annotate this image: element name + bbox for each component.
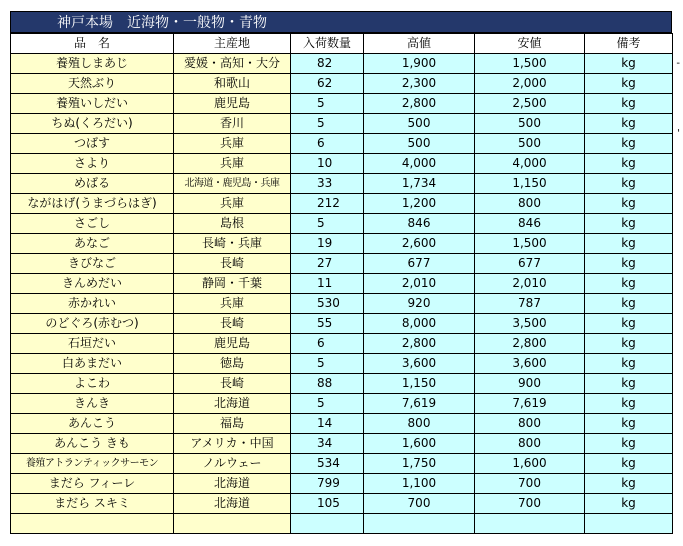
edge-mark: ' (677, 128, 680, 139)
cell-name[interactable]: あんこう (11, 414, 174, 434)
table-row (11, 514, 673, 534)
cell-origin[interactable]: 北海道・鹿児島・兵庫 (174, 174, 291, 194)
cell-remarks[interactable]: kg (585, 374, 673, 394)
table-row (11, 494, 673, 514)
cell-remarks[interactable]: kg (585, 314, 673, 334)
cell-low-price[interactable]: 800 (475, 194, 585, 214)
cell-low-price[interactable]: 500 (475, 114, 585, 134)
cell-name[interactable]: きびなご (11, 254, 174, 274)
cell-remarks[interactable]: kg (585, 274, 673, 294)
table-row (11, 114, 673, 134)
cell-quantity[interactable]: 5 (291, 94, 364, 114)
cell-name[interactable]: のどぐろ(赤むつ) (11, 314, 174, 334)
cell-remarks[interactable]: kg (585, 114, 673, 134)
cell-name[interactable]: さごし (11, 214, 174, 234)
cell-name[interactable]: 天然ぶり (11, 74, 174, 94)
cell-high-price[interactable]: 1,100 (364, 474, 475, 494)
cell-high-price[interactable]: 7,619 (364, 394, 475, 414)
cell-low-price[interactable]: 3,500 (475, 314, 585, 334)
cell-name[interactable]: 赤かれい (11, 294, 174, 314)
cell-origin[interactable]: 北海道 (174, 494, 291, 514)
cell-remarks[interactable]: kg (585, 134, 673, 154)
cell-high-price[interactable]: 800 (364, 414, 475, 434)
cell-high-price[interactable]: 2,600 (364, 234, 475, 254)
cell-remarks[interactable]: kg (585, 494, 673, 514)
cell-quantity[interactable]: 62 (291, 74, 364, 94)
header-origin[interactable]: 主産地 (174, 34, 291, 54)
cell-low-price[interactable]: 787 (475, 294, 585, 314)
table-row (11, 454, 673, 474)
cell-quantity[interactable]: 105 (291, 494, 364, 514)
cell-remarks[interactable] (585, 514, 673, 534)
cell-name[interactable]: まだら スキミ (11, 494, 174, 514)
table-row (11, 374, 673, 394)
price-table (10, 33, 673, 534)
cell-origin[interactable]: 徳島 (174, 354, 291, 374)
cell-name[interactable]: きんめだい (11, 274, 174, 294)
cell-quantity[interactable]: 33 (291, 174, 364, 194)
cell-quantity[interactable]: 11 (291, 274, 364, 294)
table-row (11, 314, 673, 334)
header-row (11, 34, 673, 54)
cell-low-price[interactable]: 1,150 (475, 174, 585, 194)
cell-high-price[interactable]: 4,000 (364, 154, 475, 174)
cell-origin[interactable]: 島根 (174, 214, 291, 234)
cell-remarks[interactable]: kg (585, 74, 673, 94)
header-remarks[interactable]: 備考 (585, 34, 673, 54)
cell-low-price[interactable]: 2,500 (475, 94, 585, 114)
cell-origin[interactable]: 長崎 (174, 374, 291, 394)
cell-origin[interactable]: 福島 (174, 414, 291, 434)
price-sheet (10, 11, 672, 534)
cell-high-price[interactable]: 677 (364, 254, 475, 274)
table-row (11, 334, 673, 354)
cell-low-price[interactable]: 846 (475, 214, 585, 234)
cell-low-price[interactable]: 700 (475, 494, 585, 514)
cell-high-price[interactable]: 1,150 (364, 374, 475, 394)
cell-remarks[interactable]: kg (585, 414, 673, 434)
cell-low-price[interactable]: 3,600 (475, 354, 585, 374)
cell-origin[interactable]: 長崎・兵庫 (174, 234, 291, 254)
cell-quantity[interactable]: 5 (291, 394, 364, 414)
table-row (11, 134, 673, 154)
cell-quantity[interactable]: 530 (291, 294, 364, 314)
cell-remarks[interactable]: kg (585, 254, 673, 274)
cell-quantity[interactable]: 88 (291, 374, 364, 394)
cell-quantity[interactable]: 10 (291, 154, 364, 174)
cell-low-price[interactable]: 800 (475, 434, 585, 454)
cell-origin[interactable]: 香川 (174, 114, 291, 134)
cell-high-price[interactable]: 700 (364, 494, 475, 514)
cell-quantity[interactable]: 5 (291, 114, 364, 134)
cell-origin[interactable]: 鹿児島 (174, 334, 291, 354)
cell-name[interactable]: きんき (11, 394, 174, 414)
table-row (11, 214, 673, 234)
cell-origin[interactable]: 静岡・千葉 (174, 274, 291, 294)
table-row (11, 414, 673, 434)
table-row (11, 474, 673, 494)
cell-name[interactable] (11, 514, 174, 534)
cell-quantity[interactable]: 19 (291, 234, 364, 254)
table-row (11, 154, 673, 174)
cell-high-price[interactable]: 1,750 (364, 454, 475, 474)
cell-origin[interactable]: アメリカ・中国 (174, 434, 291, 454)
cell-name[interactable]: めばる (11, 174, 174, 194)
cell-name[interactable]: 白あまだい (11, 354, 174, 374)
cell-origin[interactable]: 鹿児島 (174, 94, 291, 114)
header-name[interactable]: 品 名 (11, 34, 174, 54)
cell-low-price[interactable]: 2,010 (475, 274, 585, 294)
cell-high-price[interactable]: 2,800 (364, 334, 475, 354)
cell-origin[interactable]: 愛媛・高知・大分 (174, 54, 291, 74)
cell-low-price[interactable]: 800 (475, 414, 585, 434)
cell-quantity[interactable]: 34 (291, 434, 364, 454)
table-row (11, 254, 673, 274)
cell-name[interactable]: あなご (11, 234, 174, 254)
cell-low-price[interactable]: 677 (475, 254, 585, 274)
cell-quantity[interactable]: 6 (291, 134, 364, 154)
table-row (11, 234, 673, 254)
cell-remarks[interactable]: kg (585, 214, 673, 234)
cell-low-price[interactable]: 500 (475, 134, 585, 154)
cell-remarks[interactable]: kg (585, 394, 673, 414)
cell-high-price[interactable] (364, 514, 475, 534)
cell-high-price[interactable]: 500 (364, 134, 475, 154)
edge-mark: - (676, 58, 680, 69)
cell-quantity[interactable]: 6 (291, 334, 364, 354)
cell-quantity[interactable]: 27 (291, 254, 364, 274)
cell-remarks[interactable]: kg (585, 234, 673, 254)
cell-high-price[interactable]: 846 (364, 214, 475, 234)
table-row (11, 174, 673, 194)
table-row (11, 94, 673, 114)
cell-remarks[interactable]: kg (585, 434, 673, 454)
cell-high-price[interactable]: 920 (364, 294, 475, 314)
cell-name[interactable]: よこわ (11, 374, 174, 394)
cell-quantity[interactable]: 534 (291, 454, 364, 474)
cell-low-price[interactable]: 2,800 (475, 334, 585, 354)
cell-low-price[interactable]: 2,000 (475, 74, 585, 94)
cell-low-price[interactable]: 900 (475, 374, 585, 394)
header-quantity[interactable]: 入荷数量 (291, 34, 364, 54)
cell-origin[interactable]: 長崎 (174, 314, 291, 334)
cell-low-price[interactable]: 7,619 (475, 394, 585, 414)
cell-remarks[interactable]: kg (585, 174, 673, 194)
cell-origin[interactable]: 北海道 (174, 394, 291, 414)
cell-low-price[interactable]: 700 (475, 474, 585, 494)
cell-name[interactable]: ちぬ(くろだい) (11, 114, 174, 134)
cell-name[interactable]: 養殖いしだい (11, 94, 174, 114)
cell-name[interactable]: 養殖アトランティックサーモン (11, 454, 174, 474)
sheet-title: 神戸本場 近海物・一般物・青物 (10, 11, 672, 33)
cell-name[interactable]: 石垣だい (11, 334, 174, 354)
cell-remarks[interactable]: kg (585, 334, 673, 354)
cell-origin[interactable]: 兵庫 (174, 194, 291, 214)
table-row (11, 194, 673, 214)
cell-name[interactable]: さより (11, 154, 174, 174)
table-row (11, 274, 673, 294)
cell-high-price[interactable]: 1,734 (364, 174, 475, 194)
cell-origin[interactable]: 兵庫 (174, 134, 291, 154)
cell-quantity[interactable]: 212 (291, 194, 364, 214)
table-row (11, 54, 673, 74)
cell-origin[interactable]: 北海道 (174, 474, 291, 494)
cell-name[interactable]: つばす (11, 134, 174, 154)
cell-name[interactable]: 養殖しまあじ (11, 54, 174, 74)
cell-remarks[interactable]: kg (585, 294, 673, 314)
cell-quantity[interactable]: 82 (291, 54, 364, 74)
cell-high-price[interactable]: 8,000 (364, 314, 475, 334)
cell-remarks[interactable]: kg (585, 194, 673, 214)
cell-quantity[interactable]: 55 (291, 314, 364, 334)
table-row (11, 294, 673, 314)
table-row (11, 434, 673, 454)
cell-remarks[interactable]: kg (585, 354, 673, 374)
cell-quantity[interactable]: 14 (291, 414, 364, 434)
cell-origin[interactable]: 和歌山 (174, 74, 291, 94)
cell-high-price[interactable]: 3,600 (364, 354, 475, 374)
cell-high-price[interactable]: 1,900 (364, 54, 475, 74)
cell-quantity[interactable]: 799 (291, 474, 364, 494)
header-low-price[interactable]: 安値 (475, 34, 585, 54)
cell-high-price[interactable]: 2,010 (364, 274, 475, 294)
header-high-price[interactable]: 高値 (364, 34, 475, 54)
cell-remarks[interactable]: kg (585, 154, 673, 174)
table-row (11, 394, 673, 414)
cell-high-price[interactable]: 2,300 (364, 74, 475, 94)
cell-origin[interactable]: 兵庫 (174, 294, 291, 314)
cell-low-price[interactable] (475, 514, 585, 534)
cell-remarks[interactable]: kg (585, 454, 673, 474)
cell-low-price[interactable]: 1,500 (475, 54, 585, 74)
cell-remarks[interactable]: kg (585, 54, 673, 74)
cell-origin[interactable]: 長崎 (174, 254, 291, 274)
cell-quantity[interactable] (291, 514, 364, 534)
cell-high-price[interactable]: 2,800 (364, 94, 475, 114)
cell-quantity[interactable]: 5 (291, 214, 364, 234)
cell-high-price[interactable]: 500 (364, 114, 475, 134)
cell-low-price[interactable]: 1,600 (475, 454, 585, 474)
cell-name[interactable]: まだら フィーレ (11, 474, 174, 494)
cell-origin[interactable]: 兵庫 (174, 154, 291, 174)
cell-origin[interactable] (174, 514, 291, 534)
cell-origin[interactable]: ノルウェー (174, 454, 291, 474)
cell-quantity[interactable]: 5 (291, 354, 364, 374)
table-row (11, 74, 673, 94)
cell-remarks[interactable]: kg (585, 94, 673, 114)
cell-high-price[interactable]: 1,200 (364, 194, 475, 214)
table-row (11, 354, 673, 374)
cell-low-price[interactable]: 4,000 (475, 154, 585, 174)
cell-remarks[interactable]: kg (585, 474, 673, 494)
cell-low-price[interactable]: 1,500 (475, 234, 585, 254)
cell-high-price[interactable]: 1,600 (364, 434, 475, 454)
cell-name[interactable]: ながはげ(うまづらはぎ) (11, 194, 174, 214)
cell-name[interactable]: あんこう きも (11, 434, 174, 454)
